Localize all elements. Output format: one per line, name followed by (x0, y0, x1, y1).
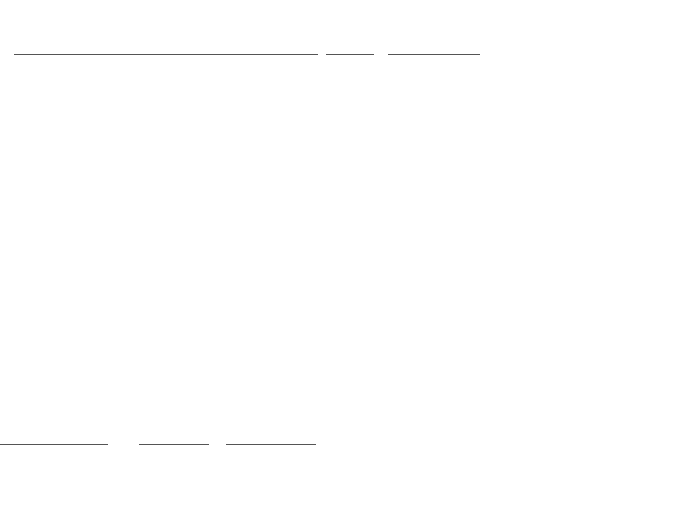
summary-rule-percentage (226, 444, 316, 445)
header-rule-classification (388, 54, 480, 55)
summary-rule-total (139, 444, 209, 445)
summary-rule-category (0, 444, 108, 445)
header-rule-cost (14, 54, 318, 55)
header-rule-amount (326, 54, 374, 55)
